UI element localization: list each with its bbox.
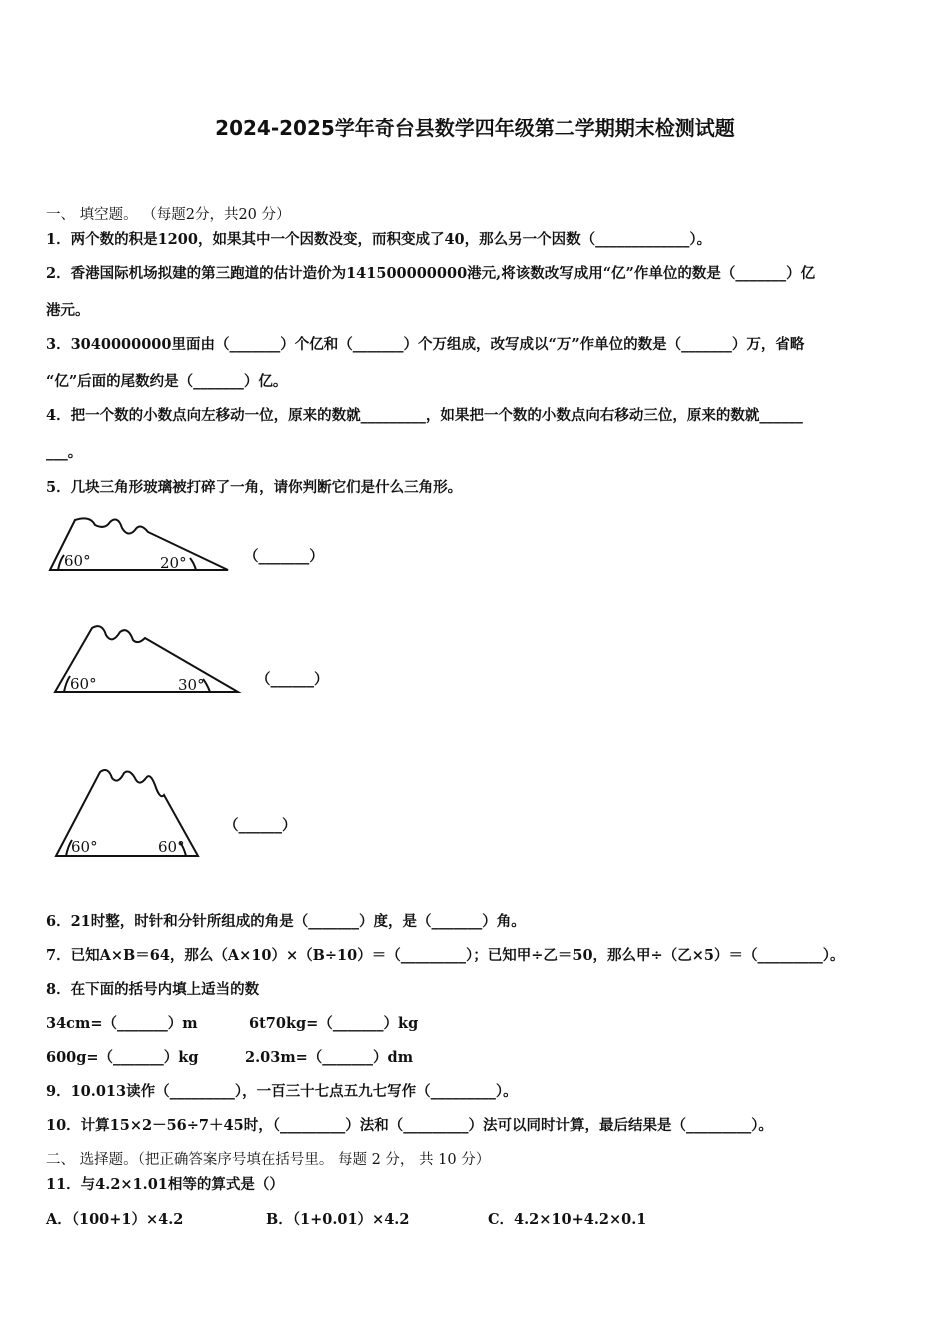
- triangle-2-right-angle: 30°: [178, 676, 205, 694]
- triangle-3-answer: （______）: [224, 817, 297, 834]
- question-11-option-c: C．4.2×10+4.2×0.1: [488, 1211, 647, 1228]
- triangle-3-left-angle: 60°: [71, 838, 98, 856]
- triangle-1-answer: （_______）: [244, 548, 324, 565]
- triangle-1-left-angle: 60°: [64, 552, 91, 570]
- page-title: 2024-2025学年奇台县数学四年级第二学期期末检测试题: [215, 116, 735, 140]
- question-8-a: 34cm=（_______）m: [46, 1015, 198, 1032]
- question-8: 8．在下面的括号内填上适当的数: [46, 981, 260, 998]
- question-6: 6．21时整，时针和分针所组成的角是（_______）度，是（_______）角。: [46, 913, 526, 930]
- question-5: 5．几块三角形玻璃被打碎了一角，请你判断它们是什么三角形。: [46, 479, 463, 496]
- triangle-1-right-angle-arc: [190, 558, 196, 570]
- question-2-line-2: 港元。: [46, 302, 90, 319]
- question-7: 7．已知A×B＝64，那么（A×10）×（B÷10）＝（_________）；已知甲÷乙＝50，那么甲÷（乙×5）＝（_________）。: [46, 947, 845, 964]
- question-4-line-2: ___。: [46, 444, 83, 461]
- triangle-2-left-angle: 60°: [70, 675, 97, 693]
- question-9: 9．10.013读作（_________），一百三十七点五九七写作（_________）。: [46, 1083, 518, 1100]
- question-8-c: 600g=（_______）kg: [46, 1049, 199, 1066]
- question-3-line-1: 3．3040000000里面由（_______）个亿和（_______）个万组成，改写成以“万”作单位的数是（_______）万，省略: [46, 336, 805, 353]
- question-10: 10．计算15×2－56÷7＋45时，（_________）法和（_________）法可以同时计算，最后结果是（_________）。: [46, 1117, 773, 1134]
- question-11-option-b: B．（1+0.01）×4.2: [266, 1211, 410, 1228]
- section-1-header: 一、 填空题。 （每题2分，共20 分）: [46, 207, 291, 223]
- triangle-1-right-angle: 20°: [160, 554, 187, 572]
- question-8-b: 6t70kg=（_______）kg: [249, 1015, 419, 1032]
- question-11-option-a: A．（100+1）×4.2: [46, 1211, 184, 1228]
- section-2-header: 二、 选择题。（把正确答案序号填在括号里。 每题 2 分， 共 10 分）: [46, 1152, 491, 1168]
- question-2-line-1: 2．香港国际机场拟建的第三跑道的估计造价为141500000000港元,将该数改写成用“亿”作单位的数是（_______）亿: [46, 265, 816, 282]
- triangle-2-answer: （______）: [256, 671, 329, 688]
- question-11: 11．与4.2×1.01相等的算式是（）: [46, 1176, 284, 1193]
- question-3-line-2: “亿”后面的尾数约是（_______）亿。: [46, 373, 288, 390]
- question-4-line-1: 4．把一个数的小数点向左移动一位，原来的数就_________，如果把一个数的小数点向右移动三位，原来的数就______: [46, 407, 803, 424]
- question-8-d: 2.03m=（_______）dm: [245, 1049, 414, 1066]
- question-1: 1．两个数的积是1200，如果其中一个因数没变，而积变成了40，那么另一个因数（_____________）。: [46, 231, 712, 248]
- triangle-3-right-angle: 60°: [158, 838, 185, 856]
